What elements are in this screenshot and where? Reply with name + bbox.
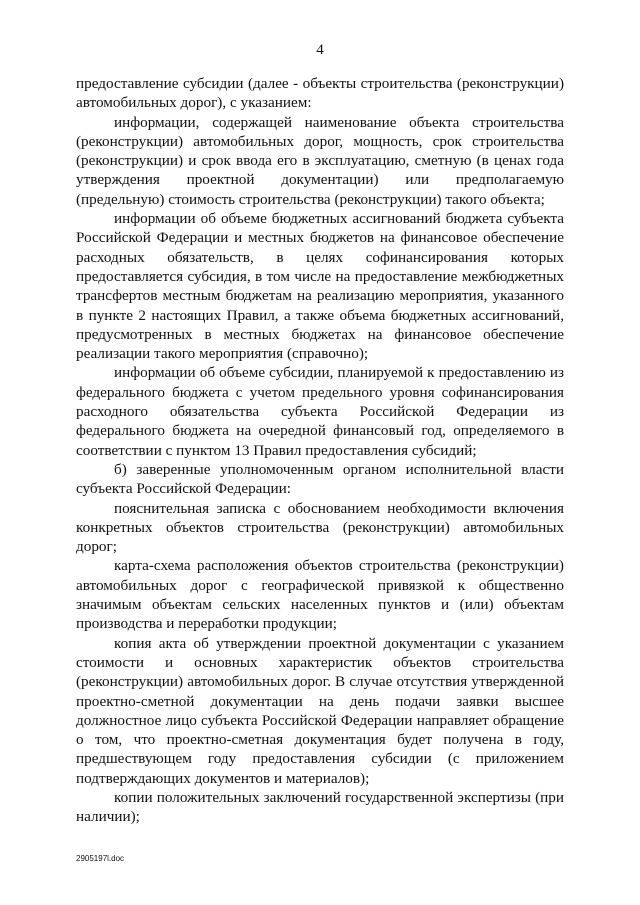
paragraph: б) заверенные уполномоченным органом исполнительной власти субъекта Российской Федерации:: [76, 460, 564, 498]
document-body: [76, 74, 564, 827]
paragraph: предоставление субсидии (далее - объекты строительства (реконструкции) автомобильных дорог), с указанием:: [76, 75, 564, 112]
paragraph: информации об объеме бюджетных ассигнований бюджета субъекта Российской Федерации и местных бюджетов на финансовое обеспечение расходных обязательств, в целях софинансирования которых предоставляется субсидия, в том числе на предоставление межбюджетных трансфертов местным бюджетам на реализацию мероприятия, указанного в пункте 2 настоящих Правил, а также объема бюджетных ассигнований, предусмотренных в местных бюджетах на финансовое обеспечение реализации такого мероприятия (справочно);: [76, 210, 564, 363]
paragraph: копии положительных заключений государственной экспертизы (при наличии);: [76, 788, 564, 826]
document-filename-footer: 2905197l.doc: [76, 854, 125, 863]
paragraph: информации, содержащей наименование объекта строительства (реконструкции) автомобильных дорог, мощность, срок строительства (реконструкции) и срок ввода его в эксплуатацию, сметную (в ценах года утверждения проектной документации) или предполагаемую (предельную) стоимость строительства (реконструкции) такого объекта;: [76, 113, 564, 208]
paragraph: карта-схема расположения объектов строительства (реконструкции) автомобильных дорог с географической привязкой к общественно значимым объектам сельских населенных пунктов и (или) объектам производства и переработки продукции;: [76, 557, 564, 633]
paragraph: пояснительная записка с обоснованием необходимости включения конкретных объектов строительства (реконструкции) автомобильных дорог;: [76, 499, 564, 556]
page-number: 4: [316, 42, 324, 58]
paragraph: информации об объеме субсидии, планируемой к предоставлению из федерального бюджета с учетом предельного уровня софинансирования расходного обязательства субъекта Российской Федерации из федерального бюджета на очередной финансовый год, определяемого в соответствии с пунктом 13 Правил предоставления субсидий;: [76, 364, 564, 459]
paragraph: копия акта об утверждении проектной документации с указанием стоимости и основных характеристик объектов строительства (реконструкции) автомобильных дорог. В случае отсутствия утвержденной проектно-сметной документации на день подачи заявки высшее должностное лицо субъекта Российской Федерации направляет обращение о том, что проектно-сметная документация будет получена в году, предшествующем году предоставления субсидии (с приложением подтверждающих документов и материалов);: [76, 634, 564, 787]
